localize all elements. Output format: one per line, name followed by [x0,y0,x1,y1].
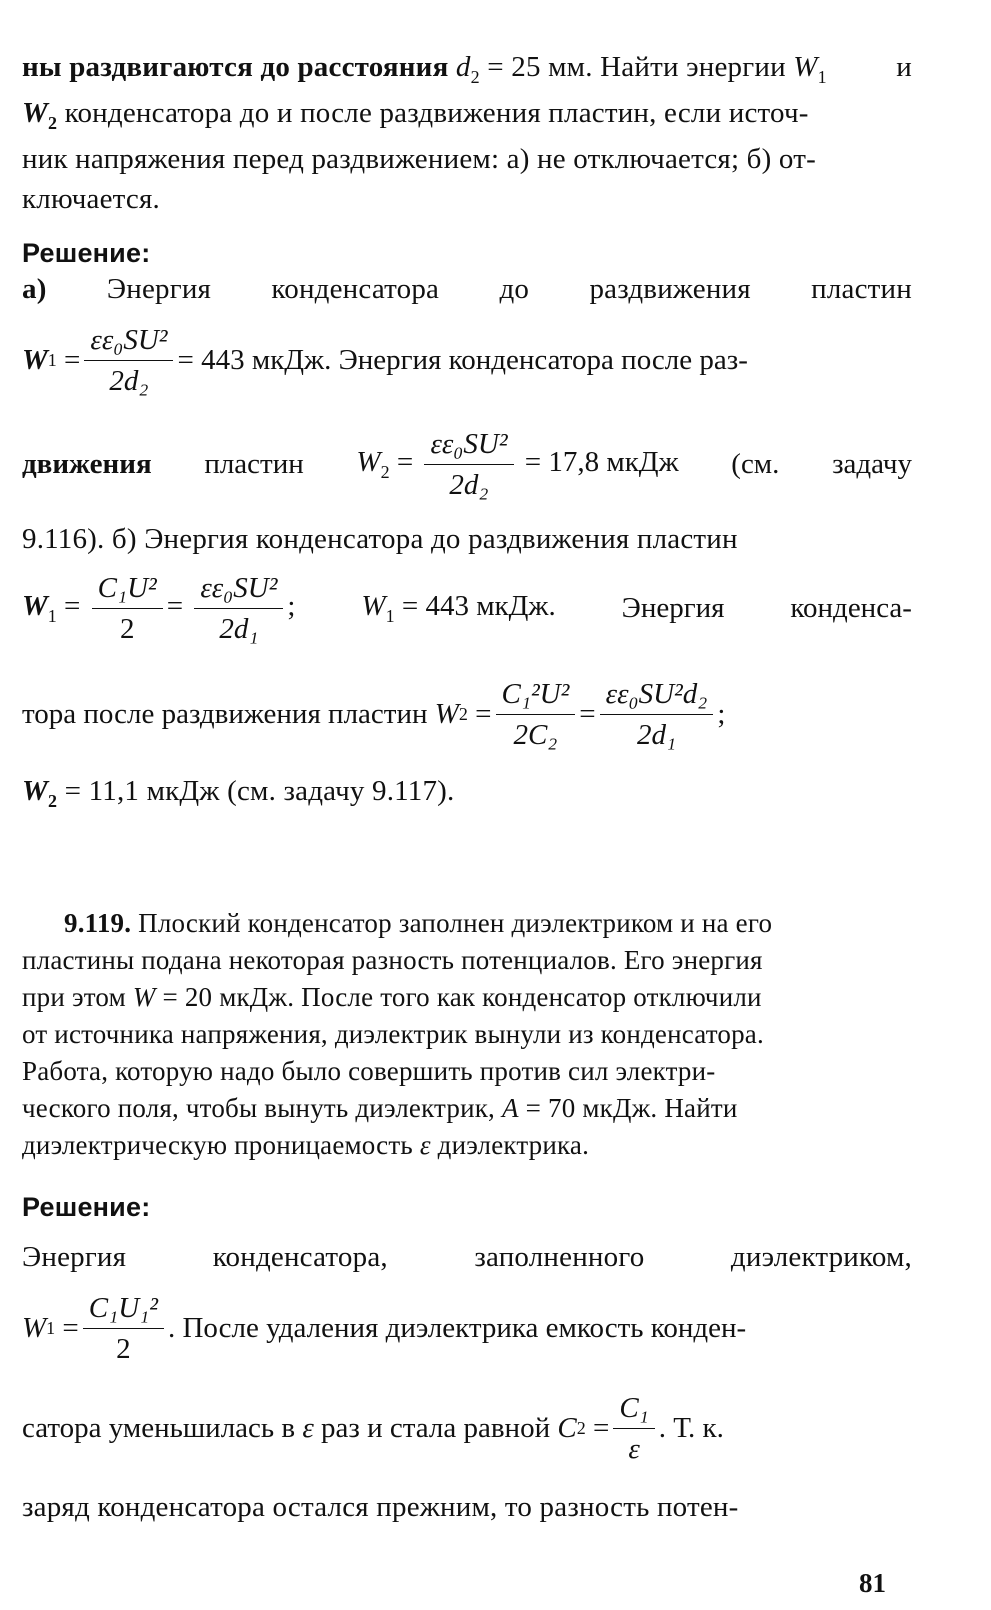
numerator: C₁ [613,1390,654,1429]
page-number: 81 [859,1568,886,1598]
text-line [22,272,912,306]
equals-sign: = [585,1411,610,1444]
equation-row [22,1278,912,1378]
numerator: εε₀SU² [194,570,283,609]
solution-heading: Решение: [22,1192,151,1222]
variable-w: W [22,1311,47,1344]
numerator: εε₀SU²d₂ [600,676,714,715]
equals-sign: = [55,1311,79,1344]
variable-w: W [356,445,381,478]
subscript: 2 [380,461,390,482]
denominator: 2d₁ [219,612,259,645]
denominator: 2d₁ [636,718,677,751]
equation [22,1378,912,1478]
text-fragment: при этом [22,982,126,1012]
equation-row [22,1378,912,1478]
numerator: C₁U² [92,570,163,609]
fraction [424,426,513,503]
fraction [613,1390,654,1467]
denominator: 2 [119,612,135,645]
subscript: 1 [46,1317,56,1338]
text-fragment: = 443 мкДж. Энергия конденсатора после раз- [177,343,748,376]
subscript: 1 [47,349,57,370]
text-line [22,906,912,940]
variable-w: W [793,51,818,83]
denominator: 2C₂ [513,718,558,751]
subscript: 2 [458,703,468,724]
numerator: C₁²U² [496,676,576,715]
variable-epsilon: ε [302,1411,314,1444]
equals-sign: = [166,589,184,622]
variable-a: A [501,1093,519,1123]
text-fragment: задачу [832,447,912,480]
equals-sign: = [56,343,81,376]
equals-sign: = [389,445,414,478]
fraction [194,570,283,647]
text-line [22,96,912,140]
semicolon: ; [717,697,726,730]
numerator: C₁U₁² [83,1290,164,1329]
word: заполненного [474,1241,645,1273]
semicolon: ; [287,589,296,622]
result-text: = 11,1 мкДж (см. задачу 9.117). [57,775,455,807]
fraction [92,570,163,647]
text-fragment: тора после раздвижения пластин [22,697,428,730]
variable-d: d [455,51,471,83]
subscript: 1 [817,66,827,87]
text-fragment: конденсатора до и после раздвижения пластин, если источ- [64,97,809,129]
text-fragment: диэлектрика. [437,1130,590,1160]
text-line [22,980,912,1014]
denominator: 2d₂ [449,468,489,501]
variable-c: C [557,1411,577,1444]
text-line [22,50,912,94]
fraction [600,676,714,753]
subscript: 1 [47,605,57,626]
text-fragment: ны раздвигаются до расстояния [22,51,449,83]
equation-row [22,310,912,410]
text-line [22,774,912,818]
word: Энергия [621,591,725,624]
text-line [22,1128,912,1162]
text-line: пластины подана некоторая разность потенциалов. Его энергия [22,945,763,975]
word: Энергия [106,273,212,305]
text-fragment: = 20 мкДж. После того как конденсатор отключили [155,982,762,1012]
word: конденсатора [271,273,440,305]
fraction [496,676,576,753]
word: диэлектриком, [730,1241,912,1273]
equation-row [22,664,912,764]
text-fragment: = 25 мм. Найти энергии [479,51,786,83]
denominator: 2d₂ [109,364,149,397]
fraction [84,322,173,399]
variable-w: W [22,775,48,807]
text-fragment: пластин [204,447,304,480]
text-fragment: Плоский конденсатор заполнен диэлектриком и на его [138,908,773,938]
subscript: 2 [48,112,58,133]
fraction [83,1290,164,1367]
text-fragment: и [896,51,912,83]
text-line: 9.116). б) Энергия конденсатора до раздвижения пластин [22,523,738,555]
subscript: 1 [385,605,395,626]
word: Энергия [22,1241,127,1273]
text-fragment: сатора уменьшилась в [22,1411,296,1444]
equation [22,558,912,658]
word: пластин [811,273,912,305]
text-fragment: . После удаления диэлектрика емкость конден- [167,1311,747,1344]
problem-number: 9.119. [64,908,132,938]
equals-sign: = [467,697,492,730]
denominator: 2 [116,1332,131,1365]
word: конденса- [790,591,912,624]
value: = 17,8 мкДж [524,445,679,478]
item-label: а) [22,273,47,305]
text-fragment: . Т. к. [658,1411,724,1444]
equation-row [22,558,912,658]
variable-w: W [132,982,156,1012]
text-line [22,1091,912,1125]
variable-w: W [22,343,48,376]
variable-w: W [22,589,48,622]
text-fragment: диэлектрическую проницаемость [22,1130,413,1160]
variable-epsilon: ε [419,1130,431,1160]
text-fragment: (см. [731,447,780,480]
word: до [499,273,530,305]
text-line: ник напряжения перед раздвижением: а) не отключается; б) от- [22,143,816,175]
word: конденсатора, [212,1241,388,1273]
numerator: εε₀SU² [84,322,173,361]
text-line: ключается. [22,183,160,215]
subscript: 2 [48,790,58,811]
text-line [22,1240,912,1274]
numerator: εε₀SU² [424,426,513,465]
variable-w: W [434,697,459,730]
equals-sign: = [56,589,81,622]
text-line: заряд конденсатора остался прежним, то разность потен- [22,1491,739,1523]
subscript: 2 [470,66,480,87]
subscript: 2 [576,1417,586,1438]
word: раздвижения [589,273,751,305]
equation-row [22,414,912,514]
text-fragment: движения [22,447,152,480]
variable-w: W [361,589,386,622]
equation [22,414,912,514]
equation [22,1278,912,1378]
variable-w: W [22,97,48,129]
equation [22,310,912,410]
text-line: Работа, которую надо было совершить против сил электри- [22,1056,716,1086]
value: = 443 мкДж. [401,589,556,622]
denominator: ε [628,1432,640,1465]
text-fragment: = 70 мкДж. Найти [518,1093,738,1123]
equation [22,664,912,764]
text-fragment: ческого поля, чтобы вынуть диэлектрик, [22,1093,496,1123]
equals-sign: = [579,697,596,730]
text-fragment: раз и стала равной [321,1411,551,1444]
text-line: от источника напряжения, диэлектрик вынули из конденсатора. [22,1019,764,1049]
solution-heading: Решение: [22,238,151,268]
